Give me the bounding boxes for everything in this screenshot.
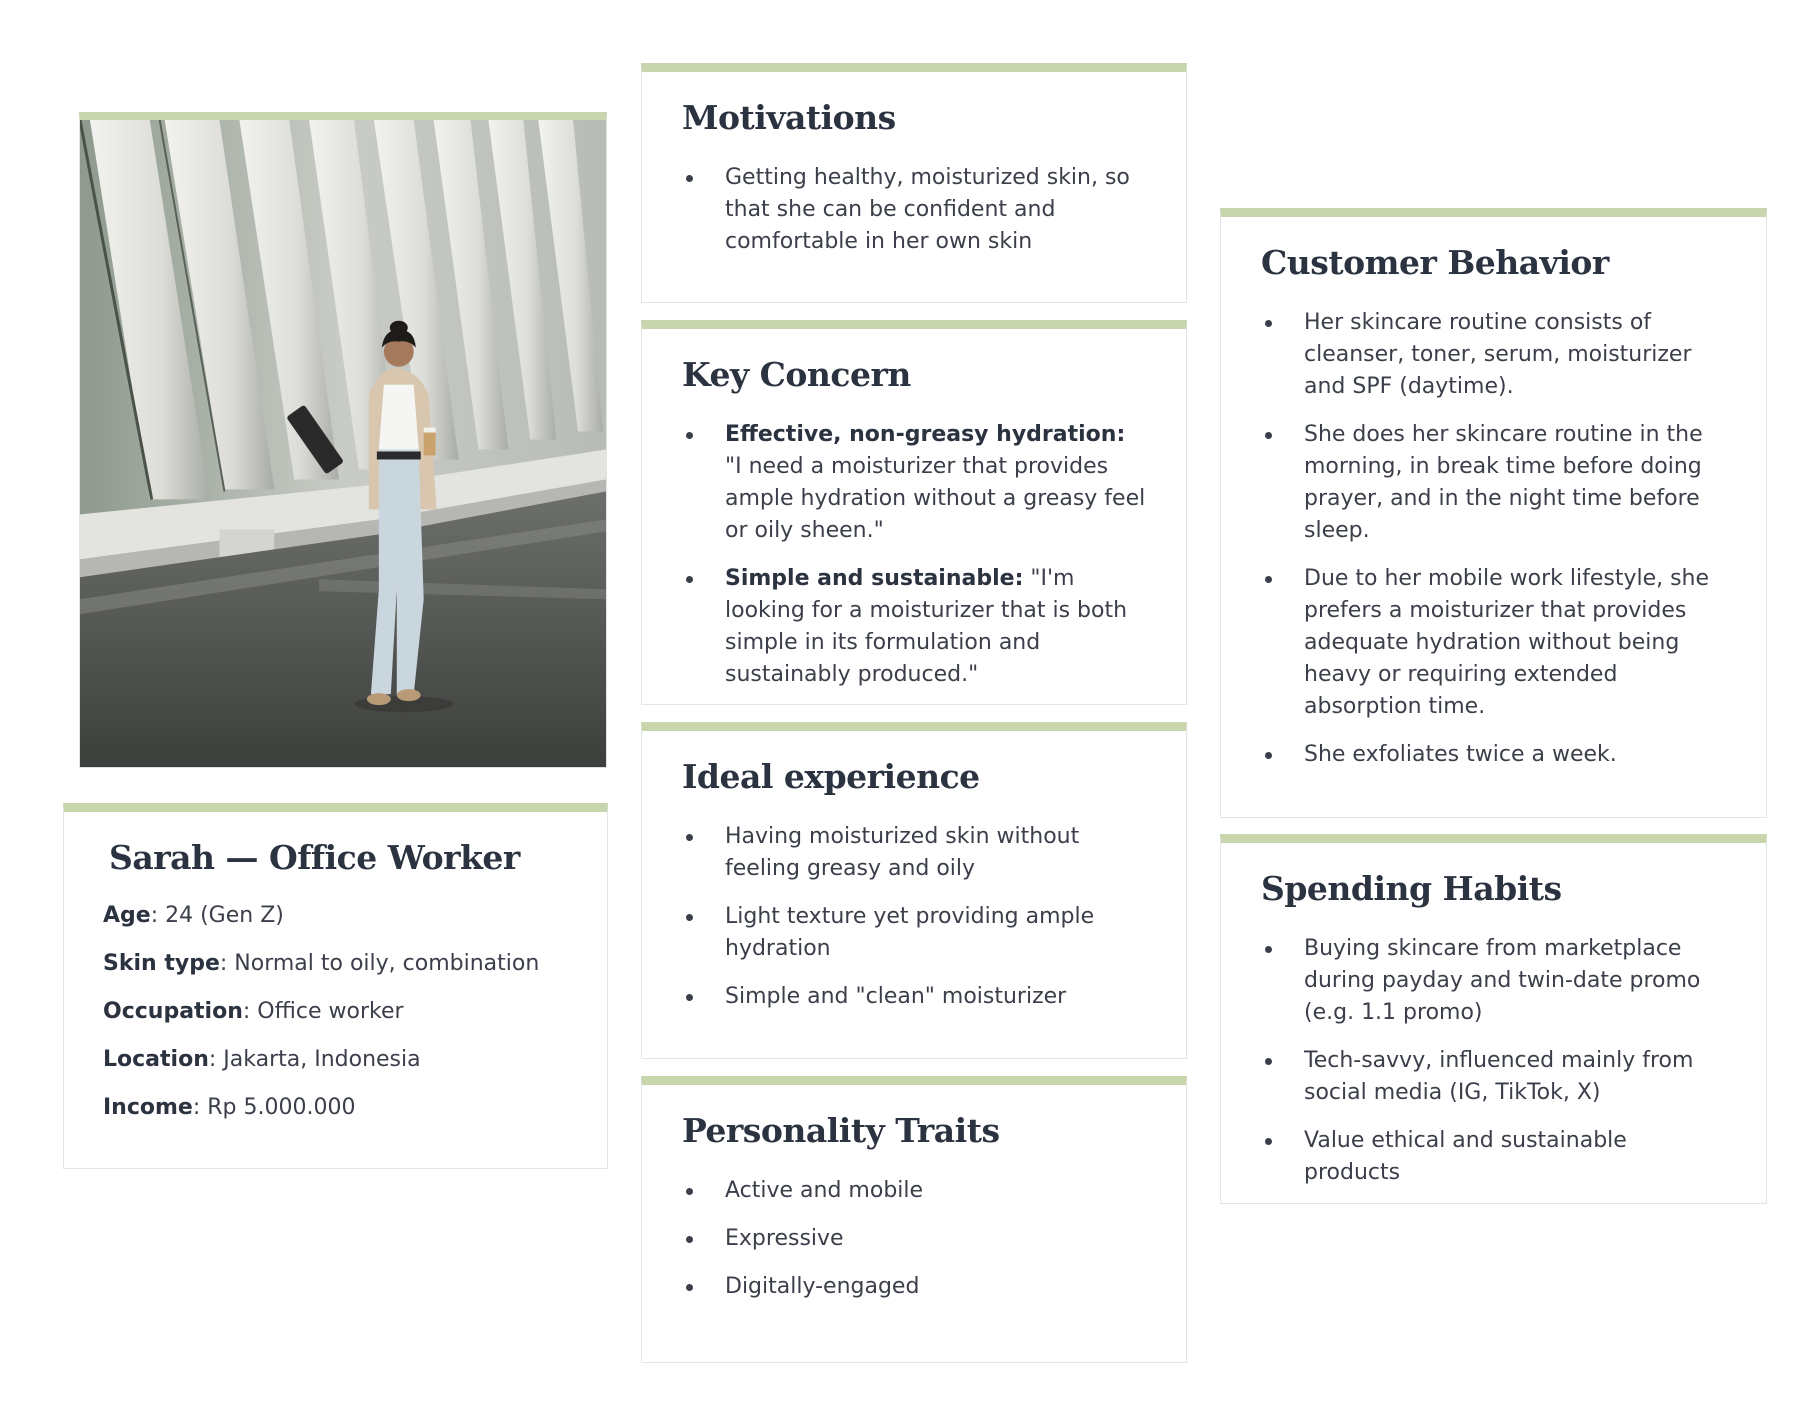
list-item: Her skincare routine consists of cleanser, toner, serum, moisturizer and SPF (daytime). xyxy=(1261,307,1726,403)
skin-type-key: Skin type xyxy=(103,951,220,976)
list-item: Getting healthy, moisturized skin, so that she can be confident and comfortable in her own skin xyxy=(682,162,1146,258)
profile-location-row xyxy=(103,1044,569,1076)
persona-name: Sarah xyxy=(109,838,215,877)
ideal-experience-card xyxy=(641,722,1187,1059)
age-value: : 24 (Gen Z) xyxy=(150,903,284,928)
concern-quote: "I'm looking for a moisturizer that is both simple in its formulation and sustainably produced." xyxy=(725,566,1128,687)
ideal-experience-title: Ideal experience xyxy=(682,757,980,796)
location-key: Location xyxy=(103,1047,209,1072)
list-item: Value ethical and sustainable products xyxy=(1261,1125,1726,1189)
location-value: : Jakarta, Indonesia xyxy=(208,1047,421,1072)
profile-card xyxy=(63,803,608,1169)
key-concern-card xyxy=(641,320,1187,705)
list-item: She does her skincare routine in the morning, in break time before doing prayer, and in the night time before sleep. xyxy=(1261,419,1726,547)
profile-skin-type-row xyxy=(103,948,569,980)
key-concern-list xyxy=(682,419,1146,691)
list-item: Simple and "clean" moisturizer xyxy=(682,981,1146,1013)
ideal-experience-list xyxy=(682,821,1146,1013)
list-item: Digitally-engaged xyxy=(682,1271,1146,1303)
occupation-value: : Office worker xyxy=(242,999,404,1024)
motivations-list xyxy=(682,162,1146,258)
concern-quote: "I need a moisturizer that provides ample hydration without a greasy feel or oily sheen." xyxy=(725,454,1146,543)
spending-habits-title: Spending Habits xyxy=(1261,869,1562,908)
profile-age-row xyxy=(103,900,569,932)
list-item xyxy=(682,419,1146,547)
list-item: She exfoliates twice a week. xyxy=(1261,739,1726,771)
profile-occupation-row xyxy=(103,996,569,1028)
occupation-key: Occupation xyxy=(103,999,243,1024)
persona-photo xyxy=(79,112,607,768)
motivations-title: Motivations xyxy=(682,98,896,137)
income-key: Income xyxy=(103,1095,193,1120)
motivations-card xyxy=(641,63,1187,303)
list-item: Due to her mobile work lifestyle, she prefers a moisturizer that provides adequate hydration without being heavy or requiring extended absorption time. xyxy=(1261,563,1726,723)
income-value: : Rp 5.000.000 xyxy=(192,1095,356,1120)
list-item: Light texture yet providing ample hydration xyxy=(682,901,1146,965)
concern-label: Simple and sustainable: xyxy=(725,566,1024,591)
concern-label: Effective, non-greasy hydration: xyxy=(725,422,1126,447)
customer-behavior-list xyxy=(1261,307,1726,771)
persona-name-heading xyxy=(109,838,569,878)
spending-habits-list xyxy=(1261,933,1726,1189)
name-separator: — xyxy=(225,838,258,877)
persona-photo-image xyxy=(80,120,606,767)
personality-traits-card xyxy=(641,1076,1187,1363)
customer-behavior-title: Customer Behavior xyxy=(1261,243,1609,282)
customer-behavior-card xyxy=(1220,208,1767,818)
personality-traits-list xyxy=(682,1175,1146,1303)
list-item: Tech-savvy, influenced mainly from social media (IG, TikTok, X) xyxy=(1261,1045,1726,1109)
list-item: Expressive xyxy=(682,1223,1146,1255)
list-item: Active and mobile xyxy=(682,1175,1146,1207)
list-item: Having moisturized skin without feeling greasy and oily xyxy=(682,821,1146,885)
personality-traits-title: Personality Traits xyxy=(682,1111,1000,1150)
age-key: Age xyxy=(103,903,151,928)
list-item: Buying skincare from marketplace during payday and twin-date promo (e.g. 1.1 promo) xyxy=(1261,933,1726,1029)
key-concern-title: Key Concern xyxy=(682,355,911,394)
profile-income-row xyxy=(103,1092,569,1124)
skin-type-value: : Normal to oily, combination xyxy=(219,951,540,976)
persona-role: Office Worker xyxy=(268,838,520,877)
spending-habits-card xyxy=(1220,834,1767,1204)
list-item xyxy=(682,563,1146,691)
